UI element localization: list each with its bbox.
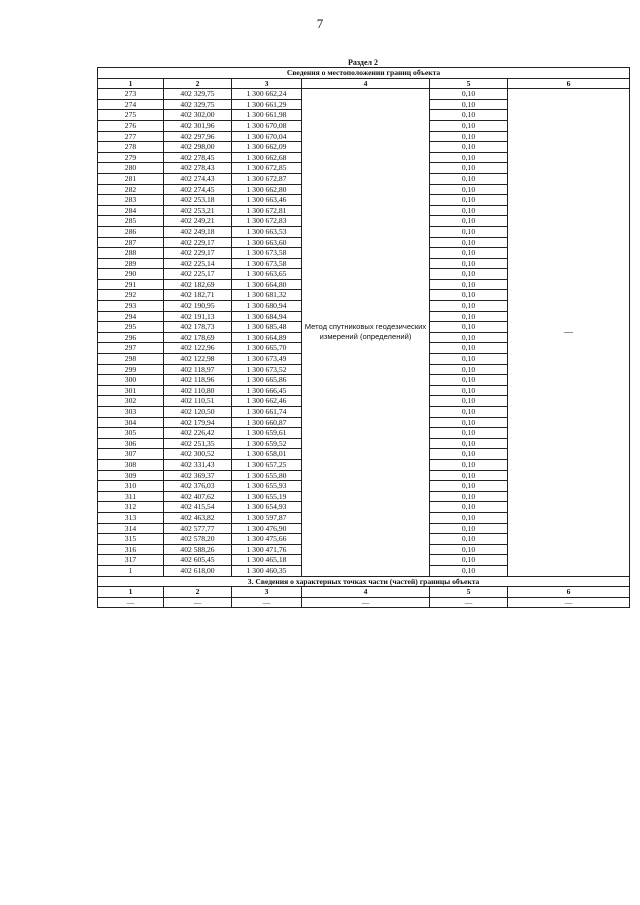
y-coordinate-cell: 1 300 663,53 [232,226,302,237]
y-coordinate-cell: 1 300 465,18 [232,555,302,566]
table-cell: — [164,597,232,608]
point-number-cell: 1 [98,565,164,576]
column-number: 4 [302,78,430,89]
accuracy-cell: 0,10 [430,343,508,354]
accuracy-cell: 0,10 [430,205,508,216]
x-coordinate-cell: 402 253,21 [164,205,232,216]
y-coordinate-cell: 1 300 664,89 [232,332,302,343]
point-number-cell: 304 [98,417,164,428]
y-coordinate-cell: 1 300 597,87 [232,512,302,523]
x-coordinate-cell: 402 118,96 [164,375,232,386]
point-number-cell: 278 [98,142,164,153]
y-coordinate-cell: 1 300 684,94 [232,311,302,322]
point-number-cell: 303 [98,407,164,418]
point-number-cell: 281 [98,173,164,184]
y-coordinate-cell: 1 300 663,46 [232,195,302,206]
point-number-cell: 312 [98,502,164,513]
x-coordinate-cell: 402 251,35 [164,438,232,449]
x-coordinate-cell: 402 578,20 [164,534,232,545]
point-number-cell: 286 [98,226,164,237]
y-coordinate-cell: 1 300 673,58 [232,248,302,259]
page-number: 7 [316,16,324,31]
point-number-cell: 309 [98,470,164,481]
accuracy-cell: 0,10 [430,269,508,280]
column-number: 4 [302,587,430,598]
x-coordinate-cell: 402 415,54 [164,502,232,513]
accuracy-cell: 0,10 [430,290,508,301]
table-cell: — [98,597,164,608]
y-coordinate-cell: 1 300 680,94 [232,301,302,312]
point-number-cell: 285 [98,216,164,227]
column-number-row [98,78,630,89]
point-number-cell: 301 [98,385,164,396]
accuracy-cell: 0,10 [430,544,508,555]
point-number-cell: 273 [98,89,164,100]
x-coordinate-cell: 402 226,42 [164,428,232,439]
x-coordinate-cell: 402 120,50 [164,407,232,418]
point-number-cell: 282 [98,184,164,195]
accuracy-cell: 0,10 [430,512,508,523]
x-coordinate-cell: 402 300,52 [164,449,232,460]
accuracy-cell: 0,10 [430,120,508,131]
accuracy-cell: 0,10 [430,470,508,481]
accuracy-cell: 0,10 [430,258,508,269]
point-number-cell: 279 [98,152,164,163]
column-number: 6 [508,78,630,89]
table-cell: — [232,597,302,608]
x-coordinate-cell: 402 274,43 [164,173,232,184]
y-coordinate-cell: 1 300 657,25 [232,459,302,470]
y-coordinate-cell: 1 300 660,87 [232,417,302,428]
x-coordinate-cell: 402 274,45 [164,184,232,195]
x-coordinate-cell: 402 407,62 [164,491,232,502]
point-number-cell: 295 [98,322,164,333]
method-cell: Метод спутниковых геодезических измерений (определений) [302,89,430,576]
accuracy-cell: 0,10 [430,385,508,396]
x-coordinate-cell: 402 178,69 [164,332,232,343]
x-coordinate-cell: 402 329,75 [164,99,232,110]
y-coordinate-cell: 1 300 670,04 [232,131,302,142]
parts-row [98,597,630,608]
y-coordinate-cell: 1 300 665,86 [232,375,302,386]
column-number: 1 [98,587,164,598]
x-coordinate-cell: 402 278,45 [164,152,232,163]
y-coordinate-cell: 1 300 662,46 [232,396,302,407]
x-coordinate-cell: 402 178,73 [164,322,232,333]
x-coordinate-cell: 402 225,17 [164,269,232,280]
point-number-cell: 307 [98,449,164,460]
accuracy-cell: 0,10 [430,311,508,322]
point-number-cell: 310 [98,481,164,492]
boundary-coordinates-table [97,67,630,608]
point-number-cell: 292 [98,290,164,301]
accuracy-cell: 0,10 [430,152,508,163]
accuracy-cell: 0,10 [430,184,508,195]
point-number-cell: 284 [98,205,164,216]
accuracy-cell: 0,10 [430,428,508,439]
y-coordinate-cell: 1 300 655,19 [232,491,302,502]
x-coordinate-cell: 402 253,18 [164,195,232,206]
accuracy-cell: 0,10 [430,279,508,290]
y-coordinate-cell: 1 300 663,65 [232,269,302,280]
accuracy-cell: 0,10 [430,396,508,407]
y-coordinate-cell: 1 300 661,74 [232,407,302,418]
column-number: 2 [164,587,232,598]
accuracy-cell: 0,10 [430,110,508,121]
table-cell: — [430,597,508,608]
y-coordinate-cell: 1 300 672,85 [232,163,302,174]
y-coordinate-cell: 1 300 685,48 [232,322,302,333]
x-coordinate-cell: 402 110,51 [164,396,232,407]
accuracy-cell: 0,10 [430,459,508,470]
table-row [98,89,630,100]
point-number-cell: 316 [98,544,164,555]
x-coordinate-cell: 402 190,95 [164,301,232,312]
point-number-cell: 280 [98,163,164,174]
coordinates-body [98,89,630,576]
parts-section [98,576,630,608]
point-number-cell: 315 [98,534,164,545]
y-coordinate-cell: 1 300 655,80 [232,470,302,481]
x-coordinate-cell: 402 182,71 [164,290,232,301]
x-coordinate-cell: 402 618,00 [164,565,232,576]
column-number: 5 [430,78,508,89]
x-coordinate-cell: 402 376,03 [164,481,232,492]
accuracy-cell: 0,10 [430,481,508,492]
y-coordinate-cell: 1 300 460,35 [232,565,302,576]
x-coordinate-cell: 402 297,96 [164,131,232,142]
point-number-cell: 300 [98,375,164,386]
x-coordinate-cell: 402 298,00 [164,142,232,153]
y-coordinate-cell: 1 300 661,29 [232,99,302,110]
x-coordinate-cell: 402 301,96 [164,120,232,131]
x-coordinate-cell: 402 331,43 [164,459,232,470]
y-coordinate-cell: 1 300 672,83 [232,216,302,227]
point-number-cell: 277 [98,131,164,142]
y-coordinate-cell: 1 300 663,60 [232,237,302,248]
accuracy-cell: 0,10 [430,407,508,418]
x-coordinate-cell: 402 191,13 [164,311,232,322]
accuracy-cell: 0,10 [430,354,508,365]
x-coordinate-cell: 402 249,18 [164,226,232,237]
accuracy-cell: 0,10 [430,417,508,428]
y-coordinate-cell: 1 300 662,09 [232,142,302,153]
accuracy-cell: 0,10 [430,131,508,142]
point-number-cell: 289 [98,258,164,269]
y-coordinate-cell: 1 300 471,76 [232,544,302,555]
table-title: Сведения о местоположении границ объекта [98,68,630,79]
y-coordinate-cell: 1 300 673,58 [232,258,302,269]
parts-title: 3. Сведения о характерных точках части (частей) границы объекта [98,576,630,587]
accuracy-cell: 0,10 [430,332,508,343]
accuracy-cell: 0,10 [430,364,508,375]
x-coordinate-cell: 402 225,14 [164,258,232,269]
accuracy-cell: 0,10 [430,301,508,312]
x-coordinate-cell: 402 229,17 [164,248,232,259]
accuracy-cell: 0,10 [430,555,508,566]
accuracy-cell: 0,10 [430,99,508,110]
point-number-cell: 275 [98,110,164,121]
accuracy-cell: 0,10 [430,195,508,206]
point-number-cell: 293 [98,301,164,312]
x-coordinate-cell: 402 122,98 [164,354,232,365]
accuracy-cell: 0,10 [430,534,508,545]
accuracy-cell: 0,10 [430,491,508,502]
point-number-cell: 308 [98,459,164,470]
point-number-cell: 297 [98,343,164,354]
x-coordinate-cell: 402 249,21 [164,216,232,227]
y-coordinate-cell: 1 300 661,98 [232,110,302,121]
point-number-cell: 283 [98,195,164,206]
column-number: 3 [232,587,302,598]
column-number: 3 [232,78,302,89]
x-coordinate-cell: 402 122,96 [164,343,232,354]
accuracy-cell: 0,10 [430,375,508,386]
y-coordinate-cell: 1 300 673,49 [232,354,302,365]
y-coordinate-cell: 1 300 476,90 [232,523,302,534]
y-coordinate-cell: 1 300 681,32 [232,290,302,301]
point-number-cell: 306 [98,438,164,449]
point-number-cell: 313 [98,512,164,523]
y-coordinate-cell: 1 300 654,93 [232,502,302,513]
y-coordinate-cell: 1 300 670,08 [232,120,302,131]
y-coordinate-cell: 1 300 655,93 [232,481,302,492]
accuracy-cell: 0,10 [430,216,508,227]
accuracy-cell: 0,10 [430,89,508,100]
y-coordinate-cell: 1 300 672,81 [232,205,302,216]
accuracy-cell: 0,10 [430,237,508,248]
accuracy-cell: 0,10 [430,322,508,333]
x-coordinate-cell: 402 229,17 [164,237,232,248]
x-coordinate-cell: 402 278,43 [164,163,232,174]
column-number: 6 [508,587,630,598]
accuracy-cell: 0,10 [430,449,508,460]
column-number: 5 [430,587,508,598]
y-coordinate-cell: 1 300 665,70 [232,343,302,354]
x-coordinate-cell: 402 110,80 [164,385,232,396]
accuracy-cell: 0,10 [430,226,508,237]
accuracy-cell: 0,10 [430,502,508,513]
point-number-cell: 305 [98,428,164,439]
x-coordinate-cell: 402 118,97 [164,364,232,375]
column-number: 2 [164,78,232,89]
column-number: 1 [98,78,164,89]
x-coordinate-cell: 402 182,69 [164,279,232,290]
y-coordinate-cell: 1 300 662,68 [232,152,302,163]
point-number-cell: 299 [98,364,164,375]
x-coordinate-cell: 402 329,75 [164,89,232,100]
y-coordinate-cell: 1 300 664,80 [232,279,302,290]
point-number-cell: 294 [98,311,164,322]
accuracy-cell: 0,10 [430,163,508,174]
point-number-cell: 288 [98,248,164,259]
point-number-cell: 276 [98,120,164,131]
point-number-cell: 302 [98,396,164,407]
x-coordinate-cell: 402 605,45 [164,555,232,566]
y-coordinate-cell: 1 300 672,87 [232,173,302,184]
x-coordinate-cell: 402 302,00 [164,110,232,121]
point-number-cell: 296 [98,332,164,343]
y-coordinate-cell: 1 300 673,52 [232,364,302,375]
y-coordinate-cell: 1 300 666,45 [232,385,302,396]
y-coordinate-cell: 1 300 662,80 [232,184,302,195]
point-number-cell: 311 [98,491,164,502]
x-coordinate-cell: 402 369,37 [164,470,232,481]
y-coordinate-cell: 1 300 658,01 [232,449,302,460]
x-coordinate-cell: 402 577,77 [164,523,232,534]
table-cell: — [508,597,630,608]
accuracy-cell: 0,10 [430,142,508,153]
parts-column-number-row [98,587,630,598]
point-number-cell: 298 [98,354,164,365]
accuracy-cell: 0,10 [430,523,508,534]
y-coordinate-cell: 1 300 475,66 [232,534,302,545]
table-cell: — [302,597,430,608]
point-number-cell: 314 [98,523,164,534]
point-number-cell: 290 [98,269,164,280]
accuracy-cell: 0,10 [430,565,508,576]
section-title: Раздел 2 [347,58,379,67]
y-coordinate-cell: 1 300 662,24 [232,89,302,100]
point-number-cell: 291 [98,279,164,290]
y-coordinate-cell: 1 300 659,52 [232,438,302,449]
accuracy-cell: 0,10 [430,438,508,449]
accuracy-cell: 0,10 [430,248,508,259]
x-coordinate-cell: 402 588,26 [164,544,232,555]
accuracy-cell: 0,10 [430,173,508,184]
x-coordinate-cell: 402 463,82 [164,512,232,523]
point-number-cell: 274 [98,99,164,110]
column-6-cell: — [508,89,630,576]
y-coordinate-cell: 1 300 659,61 [232,428,302,439]
x-coordinate-cell: 402 179,94 [164,417,232,428]
point-number-cell: 287 [98,237,164,248]
point-number-cell: 317 [98,555,164,566]
